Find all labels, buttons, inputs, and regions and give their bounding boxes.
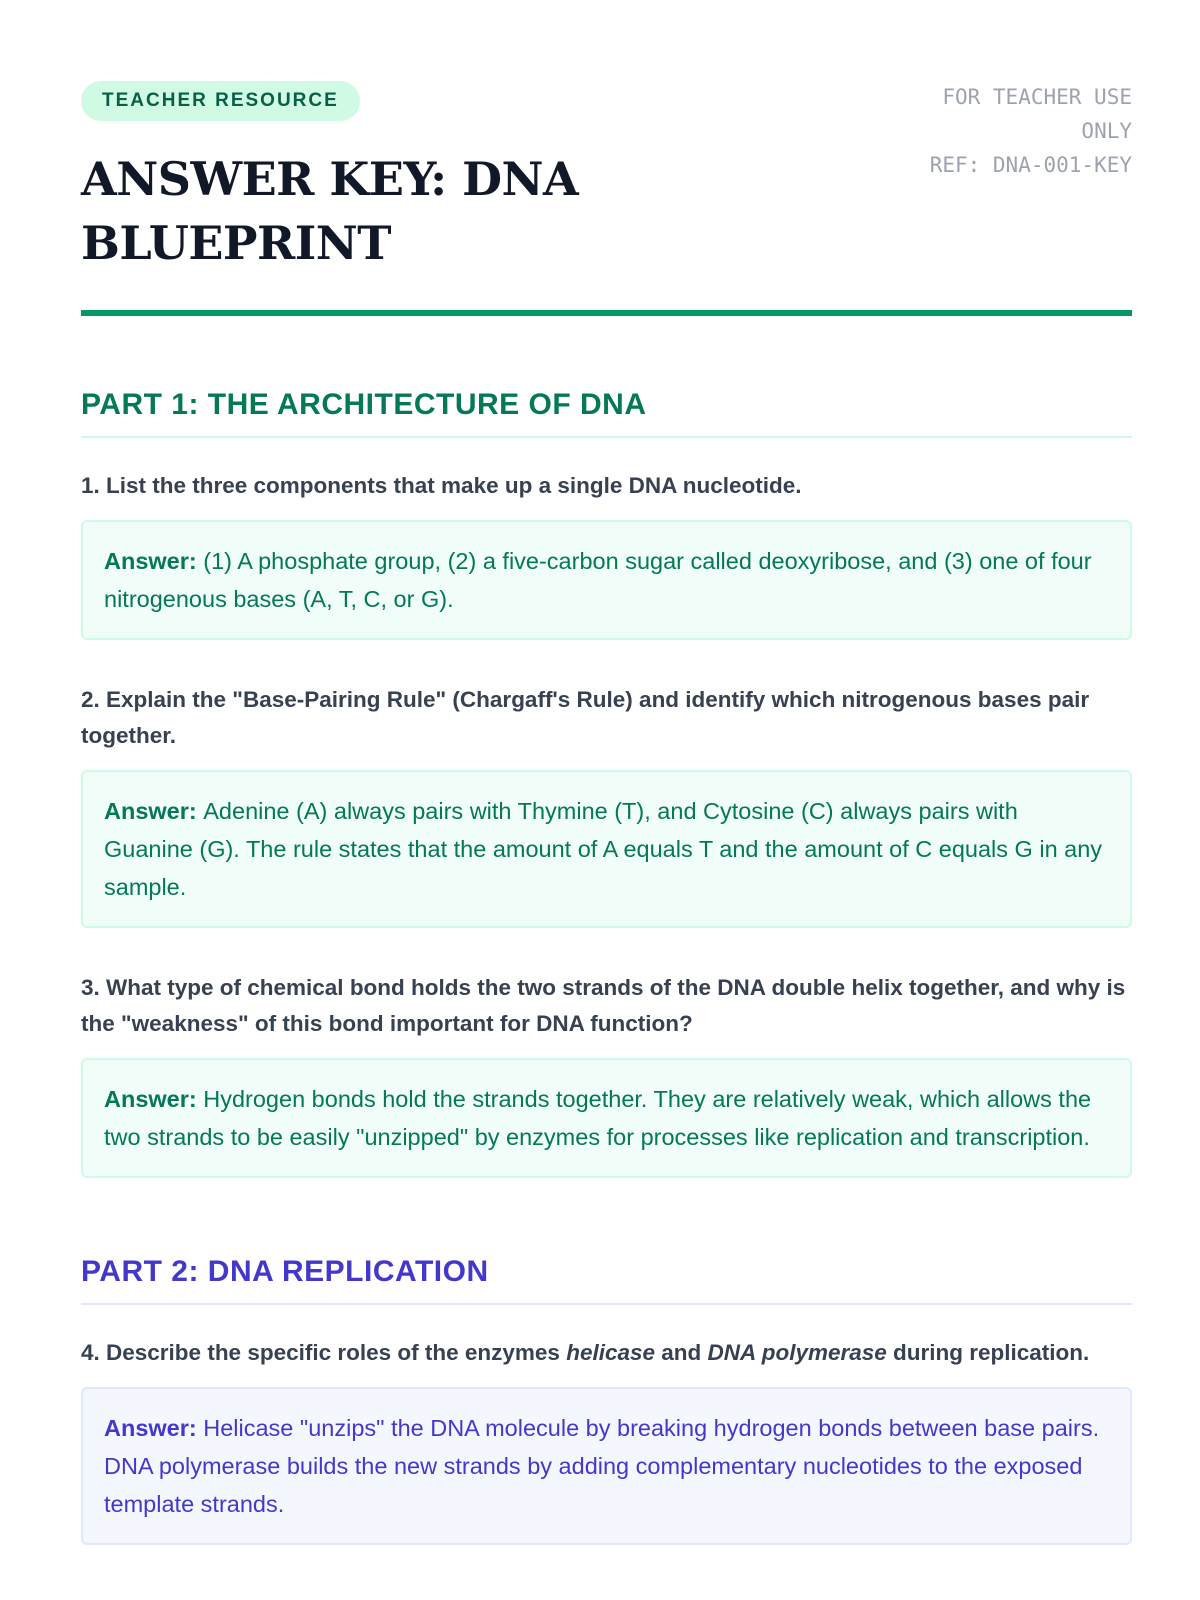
document-meta (872, 80, 1132, 182)
section-part-1 (81, 388, 1132, 1178)
answer-box (81, 520, 1132, 640)
question-mid: and (655, 1340, 708, 1365)
answer-label: Answer: (104, 1415, 204, 1441)
answer-text: Hydrogen bonds hold the strands together. They are relatively weak, which allows the two strands to be easily "unzipped" by enzymes for processes like replication and transcription. (104, 1086, 1092, 1150)
answer-box (81, 1387, 1132, 1545)
answer-label: Answer: (104, 1086, 204, 1112)
question-term-helicase: helicase (566, 1340, 656, 1365)
answer-label: Answer: (104, 798, 204, 824)
question-text: 3. What type of chemical bond holds the two strands of the DNA double helix together, and why is the "weakness" of this bond important for DNA function? (81, 975, 1126, 1036)
page-header (81, 0, 1132, 318)
header-divider (81, 310, 1132, 316)
question-block (81, 468, 1132, 640)
question-text: 2. Explain the "Base-Pairing Rule" (Chargaff's Rule) and identify which nitrogenous bases pair together. (81, 687, 1090, 748)
section-title: PART 1: THE ARCHITECTURE OF DNA (81, 388, 1132, 438)
answer-box (81, 1058, 1132, 1178)
answer-box (81, 770, 1132, 928)
answer-text: Adenine (A) always pairs with Thymine (T), and Cytosine (C) always pairs with Guanine (G). The rule states that the amount of A equals T and the amount of C equals G in any sample. (104, 798, 1103, 900)
meta-usage-line1: FOR TEACHER USE (942, 85, 1132, 109)
page-title: ANSWER KEY: DNA BLUEPRINT (81, 152, 579, 270)
section-part-2 (81, 1255, 1132, 1545)
question-text: 1. List the three components that make up a single DNA nucleotide. (81, 473, 802, 498)
question-block (81, 1335, 1132, 1545)
teacher-resource-badge: TEACHER RESOURCE (81, 81, 360, 121)
worksheet-page (81, 0, 1132, 1517)
answer-text: (1) A phosphate group, (2) a five-carbon sugar called deoxyribose, and (3) one of four nitrogenous bases (A, T, C, or G). (104, 548, 1092, 612)
question-text (81, 1335, 1132, 1371)
section-title: PART 2: DNA REPLICATION (81, 1255, 1132, 1305)
meta-usage-line2: ONLY (1081, 119, 1132, 143)
question-prefix: 4. Describe the specific roles of the enzymes (81, 1340, 567, 1365)
question-block (81, 970, 1132, 1178)
answer-text: Helicase "unzips" the DNA molecule by breaking hydrogen bonds between base pairs. DNA polymerase builds the new strands by adding complementary nucleotides to the exposed template strands. (104, 1415, 1100, 1517)
question-suffix: during replication. (886, 1340, 1090, 1365)
meta-reference: REF: DNA-001-KEY (929, 153, 1132, 177)
question-term-polymerase: DNA polymerase (707, 1340, 887, 1365)
question-block (81, 682, 1132, 928)
answer-label: Answer: (104, 548, 204, 574)
